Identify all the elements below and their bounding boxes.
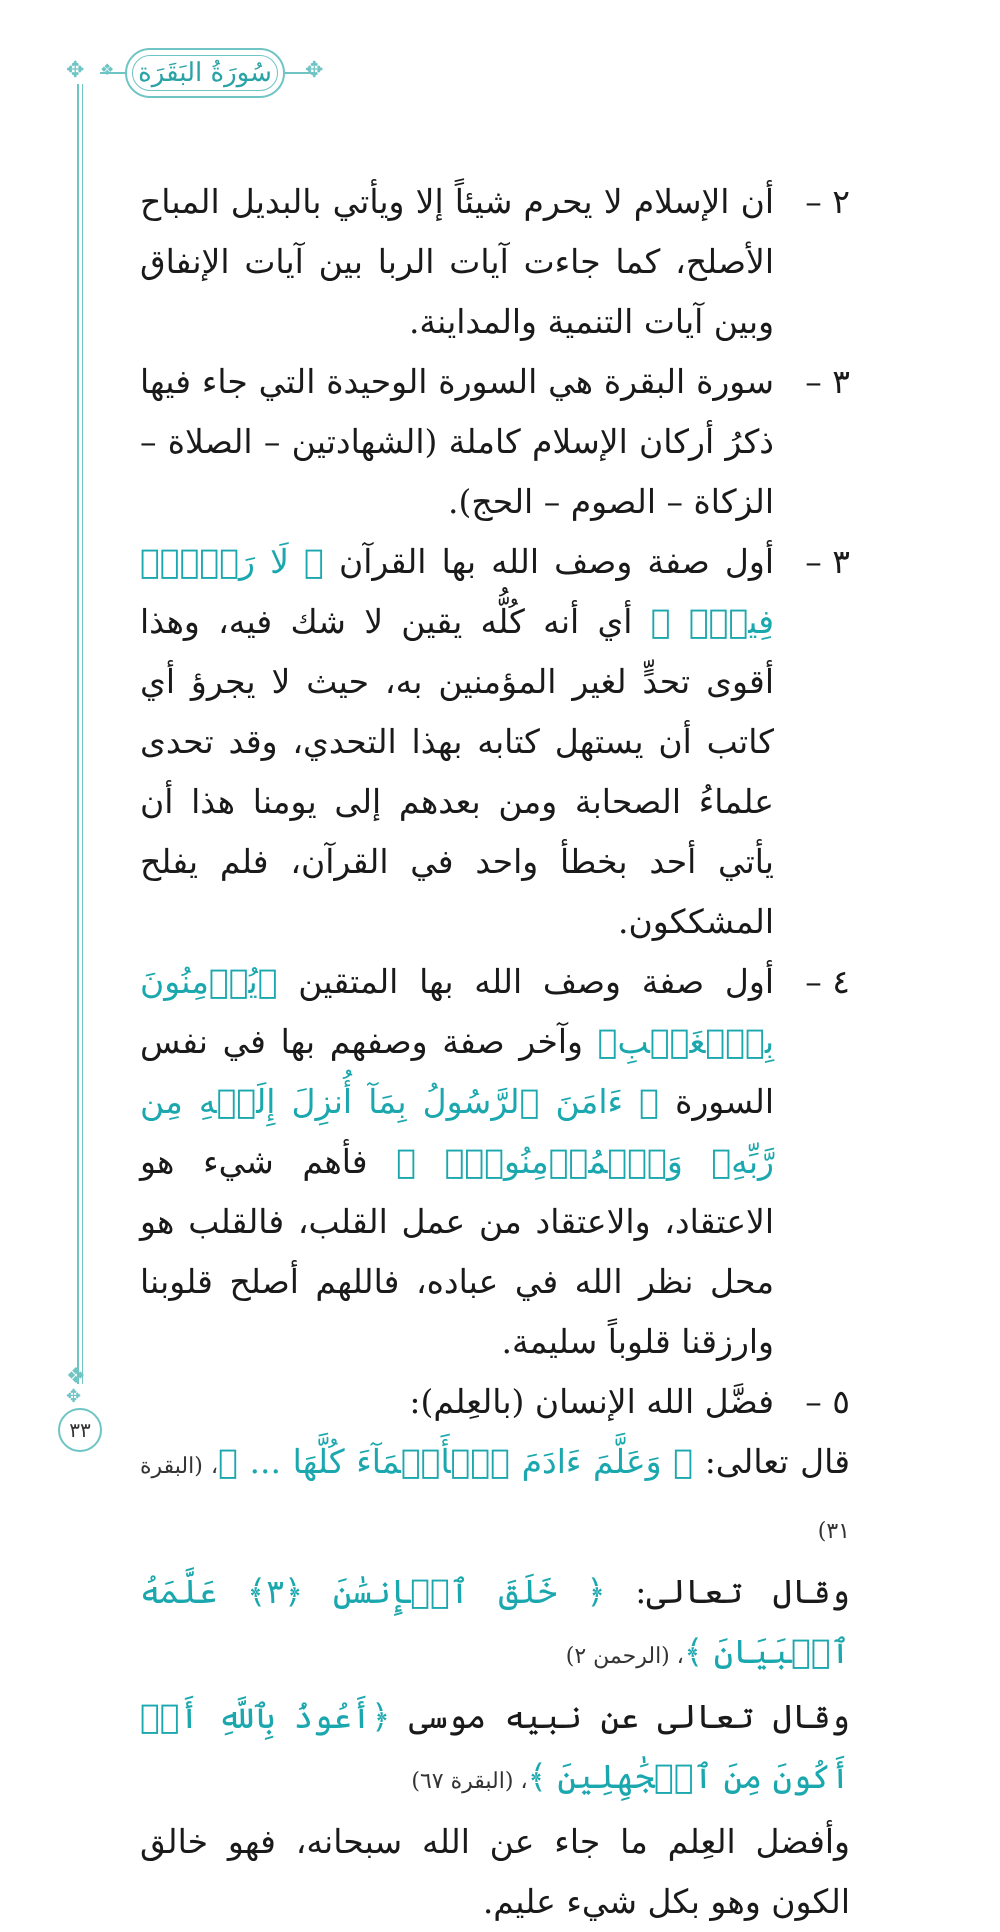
item-number: ٤ – bbox=[805, 962, 850, 1001]
frame-vertical-line-inner bbox=[82, 84, 83, 1384]
item-text: سورة البقرة هي السورة الوحيدة التي جاء فيها ذكرُ أركان الإسلام كاملة (الشهادتين – الصلاة – الزكاة – الصوم – الحج). bbox=[140, 362, 774, 521]
item-text-middle: وآخر صفة وصفهم بها في نفس السورة bbox=[140, 1022, 774, 1121]
bottom-ornament-icon-2: ✥ bbox=[66, 1386, 82, 1407]
item-text-after: أي أنه كُلُّه يقين لا شك فيه، وهذا أقوى تحدٍّ لغير المؤمنين به، حيث لا يجرؤ أي كاتب أن يستهل كتابه بهذا التحدي، وقد تحدى علماءُ الصحابة ومن بعدهم إلى يومنا هذا أن يأتي أحد بخطأ واحد في القرآن، فلم يفلح المشككون. bbox=[140, 602, 774, 941]
item-number: ٥ – bbox=[805, 1382, 850, 1421]
surah-title-cartouche bbox=[125, 48, 285, 98]
list-item bbox=[140, 952, 850, 1372]
quote-lead: وقال تعالى عن نبيه موسى bbox=[408, 1697, 851, 1736]
quote-lead: وقال تعالى: bbox=[635, 1572, 850, 1611]
quran-verse: ﴿ لَا رَيۡبَۛ فِيهِۛ ﴾ bbox=[140, 542, 774, 641]
frame-vertical-line bbox=[77, 84, 79, 1384]
verse-reference: ، (البقرة ٦٧) bbox=[411, 1769, 528, 1794]
quote-line bbox=[140, 1687, 850, 1812]
item-number: ٢ – bbox=[805, 182, 850, 221]
quran-verse: ﴿يُؤۡمِنُونَ بِٱلۡغَيۡبِ﴾ bbox=[140, 962, 774, 1061]
quran-verse: ﴿ ءَامَنَ ٱلرَّسُولُ بِمَآ أُنزِلَ إِلَيۡهِ مِن رَّبِّهِۦ وَٱلۡمُؤۡمِنُونَۚ ﴾ bbox=[140, 1082, 774, 1181]
item-number: ٣ – bbox=[805, 362, 850, 401]
list-item bbox=[140, 1372, 850, 1432]
surah-title: سُورَةُ البَقَرَة bbox=[138, 58, 272, 88]
item-text-before: أول صفة وصف الله بها القرآن bbox=[338, 542, 774, 581]
item-text: أن الإسلام لا يحرم شيئاً إلا ويأتي بالبديل المباح الأصلح، كما جاءت آيات الربا بين آيات الإنفاق وبين آيات التنمية والمداينة. bbox=[140, 182, 774, 341]
item-number: ٣ – bbox=[805, 542, 850, 581]
item-text bbox=[140, 952, 774, 1372]
item-text: فضَّل الله الإنسان (بالعِلم): bbox=[409, 1382, 774, 1421]
list-item bbox=[140, 532, 850, 952]
verse-reference: ، (البقرة ٣١) bbox=[140, 1454, 850, 1544]
list-item bbox=[140, 352, 850, 532]
verse-reference: ، (الرحمن ٢) bbox=[565, 1644, 684, 1669]
bottom-ornament-icon: ❖ bbox=[66, 1364, 86, 1389]
item-text-after: فأهم شيء هو الاعتقاد، والاعتقاد من عمل القلب، فالقلب هو محل نظر الله في عباده، فاللهم أصلح قلوبنا وارزقنا قلوباً سليمة. bbox=[140, 1142, 774, 1361]
quran-verse: ﴿ خَلَقَ ٱلۡإِنسَٰنَ ﴿٣﴾ عَلَّمَهُ ٱلۡبَيَانَ ﴾ bbox=[140, 1572, 850, 1671]
page-number: ٣٣ bbox=[58, 1408, 102, 1452]
quote-line bbox=[140, 1432, 850, 1562]
item-text-before: أول صفة وصف الله بها المتقين bbox=[298, 962, 774, 1001]
quote-line bbox=[140, 1562, 850, 1687]
top-ornament-icon: ❖ bbox=[100, 60, 115, 79]
quran-verse: ﴿ وَعَلَّمَ ءَادَمَ ٱلۡأَسۡمَآءَ كُلَّهَا ... ﴾ bbox=[218, 1442, 694, 1481]
quote-lead: قال تعالى: bbox=[704, 1442, 850, 1481]
closing-paragraph: وأفضل العِلم ما جاء عن الله سبحانه، فهو خالق الكون وهو بكل شيء عليم. bbox=[140, 1822, 850, 1921]
quran-verse: ﴿أَعُوذُ بِٱللَّهِ أَنۡ أَكُونَ مِنَ ٱلۡجَٰهِلِينَ ﴾ bbox=[140, 1697, 850, 1796]
top-left-ornament-icon: ✥ bbox=[66, 58, 85, 83]
top-right-ornament-icon: ✥ bbox=[305, 58, 324, 83]
page-content bbox=[140, 172, 850, 1932]
item-text bbox=[140, 532, 774, 952]
list-item bbox=[140, 172, 850, 352]
